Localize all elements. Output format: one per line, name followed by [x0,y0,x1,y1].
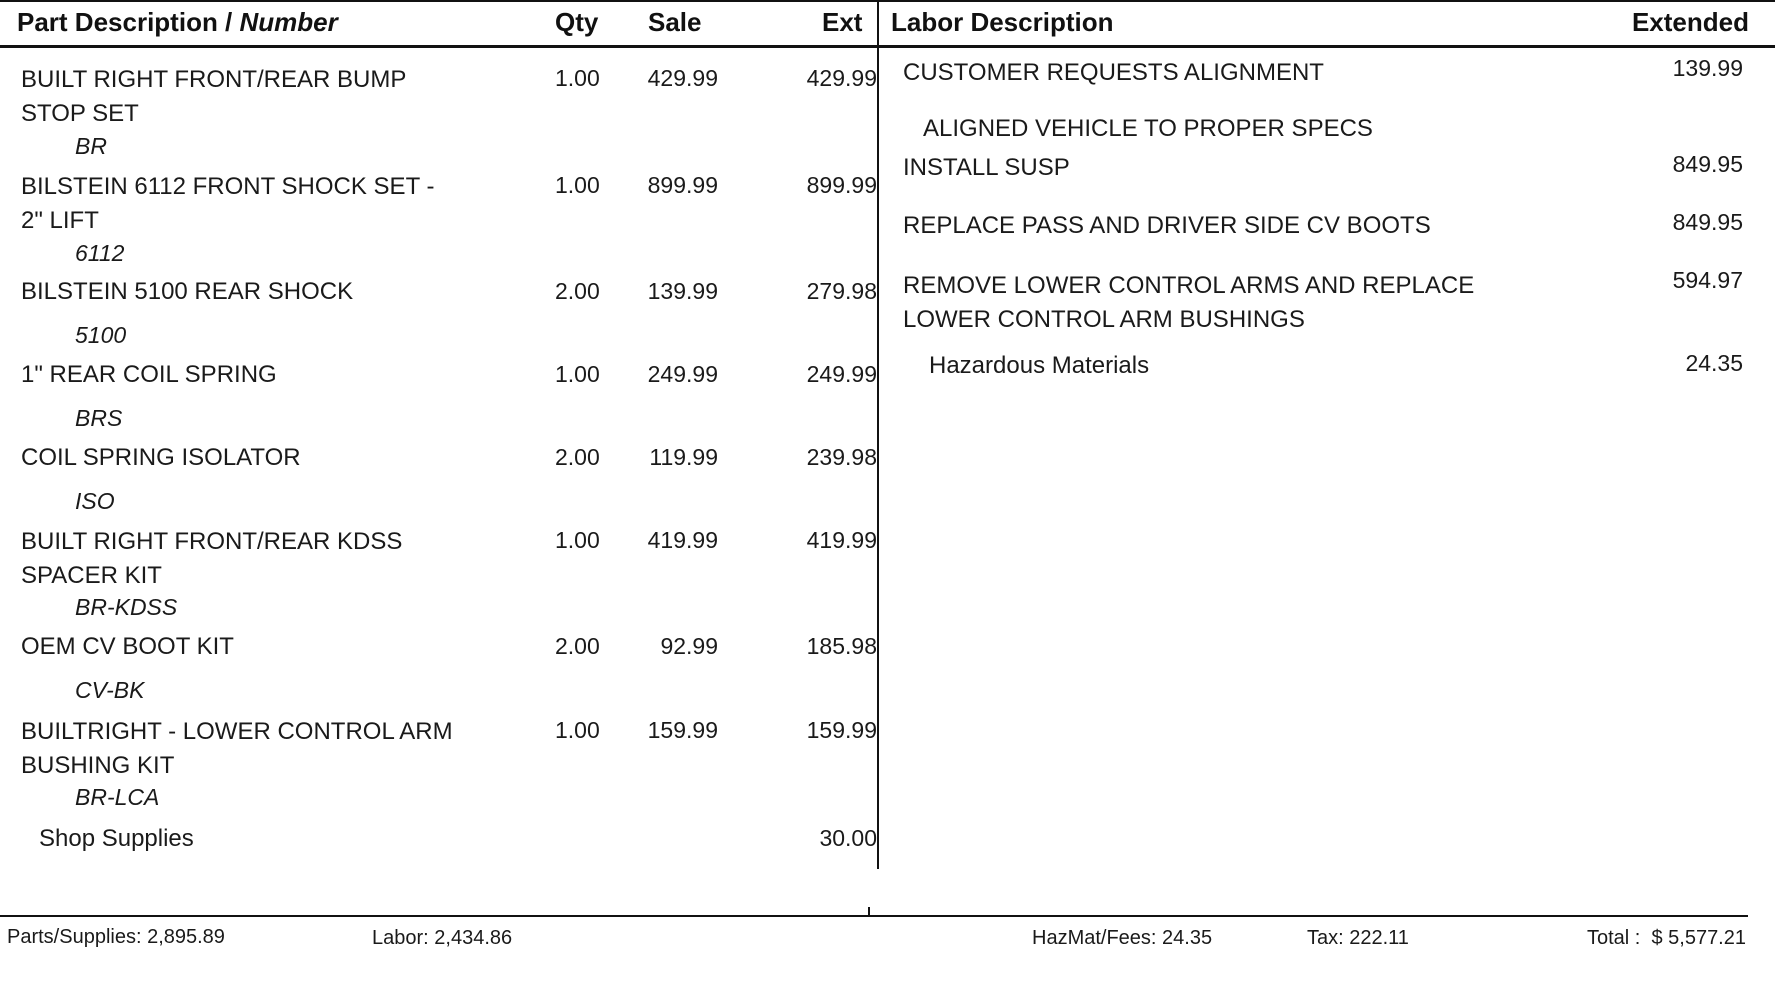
part-sale: 139.99 [647,278,718,304]
part-ext: 159.99 [806,717,877,743]
part-description: BUILT RIGHT FRONT/REAR BUMP [21,66,407,93]
part-sale: 429.99 [647,65,718,91]
parts-description-label: Part Description / [17,7,240,37]
part-description: BUILT RIGHT FRONT/REAR KDSS [21,528,403,555]
part-qty: 2.00 [555,633,600,659]
part-sale: 119.99 [649,444,718,470]
labor-description: INSTALL SUSP [903,154,1070,181]
sale-header: Sale [648,7,702,37]
part-qty: 1.00 [555,361,600,387]
labor-description-header: Labor Description [891,7,1114,37]
hazmat-amount: 24.35 [1685,350,1743,376]
ext-header: Ext [822,7,863,37]
part-sale: 159.99 [647,717,718,743]
part-qty: 1.00 [555,527,600,553]
tax-total: Tax: 222.11 [1307,927,1409,949]
part-number: 6112 [75,240,125,266]
parts-number-label: Number [239,7,338,37]
part-description: OEM CV BOOT KIT [21,633,234,660]
qty-header: Qty [555,7,599,37]
grand-total: Total : $ 5,577.21 [1586,927,1746,949]
part-description-cont: SPACER KIT [21,562,162,589]
top-border [0,0,1775,2]
part-qty: 1.00 [555,717,600,743]
part-qty: 1.00 [555,172,600,198]
labor-extended-header: Extended [1631,7,1749,37]
header-divider [0,45,1775,48]
part-description: 1" REAR COIL SPRING [21,361,277,388]
part-number: ISO [75,488,115,514]
part-description: BILSTEIN 6112 FRONT SHOCK SET - [21,173,435,200]
part-sale: 92.99 [660,633,718,659]
part-number: BR-KDSS [75,594,178,620]
shop-supplies-ext: 30.00 [819,825,877,851]
part-description-cont: 2" LIFT [21,207,99,234]
part-ext: 249.99 [806,361,877,387]
part-description: COIL SPRING ISOLATOR [21,444,301,471]
parts-description-header [17,7,338,38]
footer-tick [868,907,870,915]
part-qty: 1.00 [555,65,600,91]
part-sale: 249.99 [647,361,718,387]
part-description: BILSTEIN 5100 REAR SHOCK [21,278,354,305]
labor-description-cont: LOWER CONTROL ARM BUSHINGS [903,306,1305,333]
hazmat-fees-total: HazMat/Fees: 24.35 [1032,927,1213,949]
labor-description: REPLACE PASS AND DRIVER SIDE CV BOOTS [903,212,1431,239]
part-sale: 419.99 [647,527,718,553]
part-number: BR [75,133,107,159]
hazmat-label: Hazardous Materials [929,352,1150,379]
shop-supplies-label: Shop Supplies [39,825,194,852]
labor-amount: 594.97 [1672,267,1743,293]
parts-supplies-total: Parts/Supplies: 2,895.89 [7,926,225,948]
footer-divider [0,915,1748,917]
labor-amount: 849.95 [1672,209,1743,235]
column-divider [877,0,879,869]
part-description: BUILTRIGHT - LOWER CONTROL ARM [21,718,453,745]
part-number: 5100 [75,322,127,348]
part-ext: 429.99 [806,65,877,91]
labor-amount: 849.95 [1672,151,1743,177]
part-description-cont: STOP SET [21,100,139,127]
labor-note: ALIGNED VEHICLE TO PROPER SPECS [923,115,1373,142]
labor-amount: 139.99 [1672,55,1743,81]
labor-description: CUSTOMER REQUESTS ALIGNMENT [903,59,1324,86]
part-description-cont: BUSHING KIT [21,752,175,779]
labor-total: Labor: 2,434.86 [372,927,513,949]
part-number: CV-BK [75,677,145,703]
labor-description: REMOVE LOWER CONTROL ARMS AND REPLACE [903,272,1475,299]
part-qty: 2.00 [555,278,600,304]
part-qty: 2.00 [555,444,600,470]
part-ext: 899.99 [806,172,877,198]
part-sale: 899.99 [647,172,718,198]
part-ext: 239.98 [806,444,877,470]
part-number: BRS [75,405,123,431]
part-ext: 419.99 [806,527,877,553]
part-number: BR-LCA [75,784,160,810]
part-ext: 185.98 [806,633,877,659]
part-ext: 279.98 [806,278,877,304]
